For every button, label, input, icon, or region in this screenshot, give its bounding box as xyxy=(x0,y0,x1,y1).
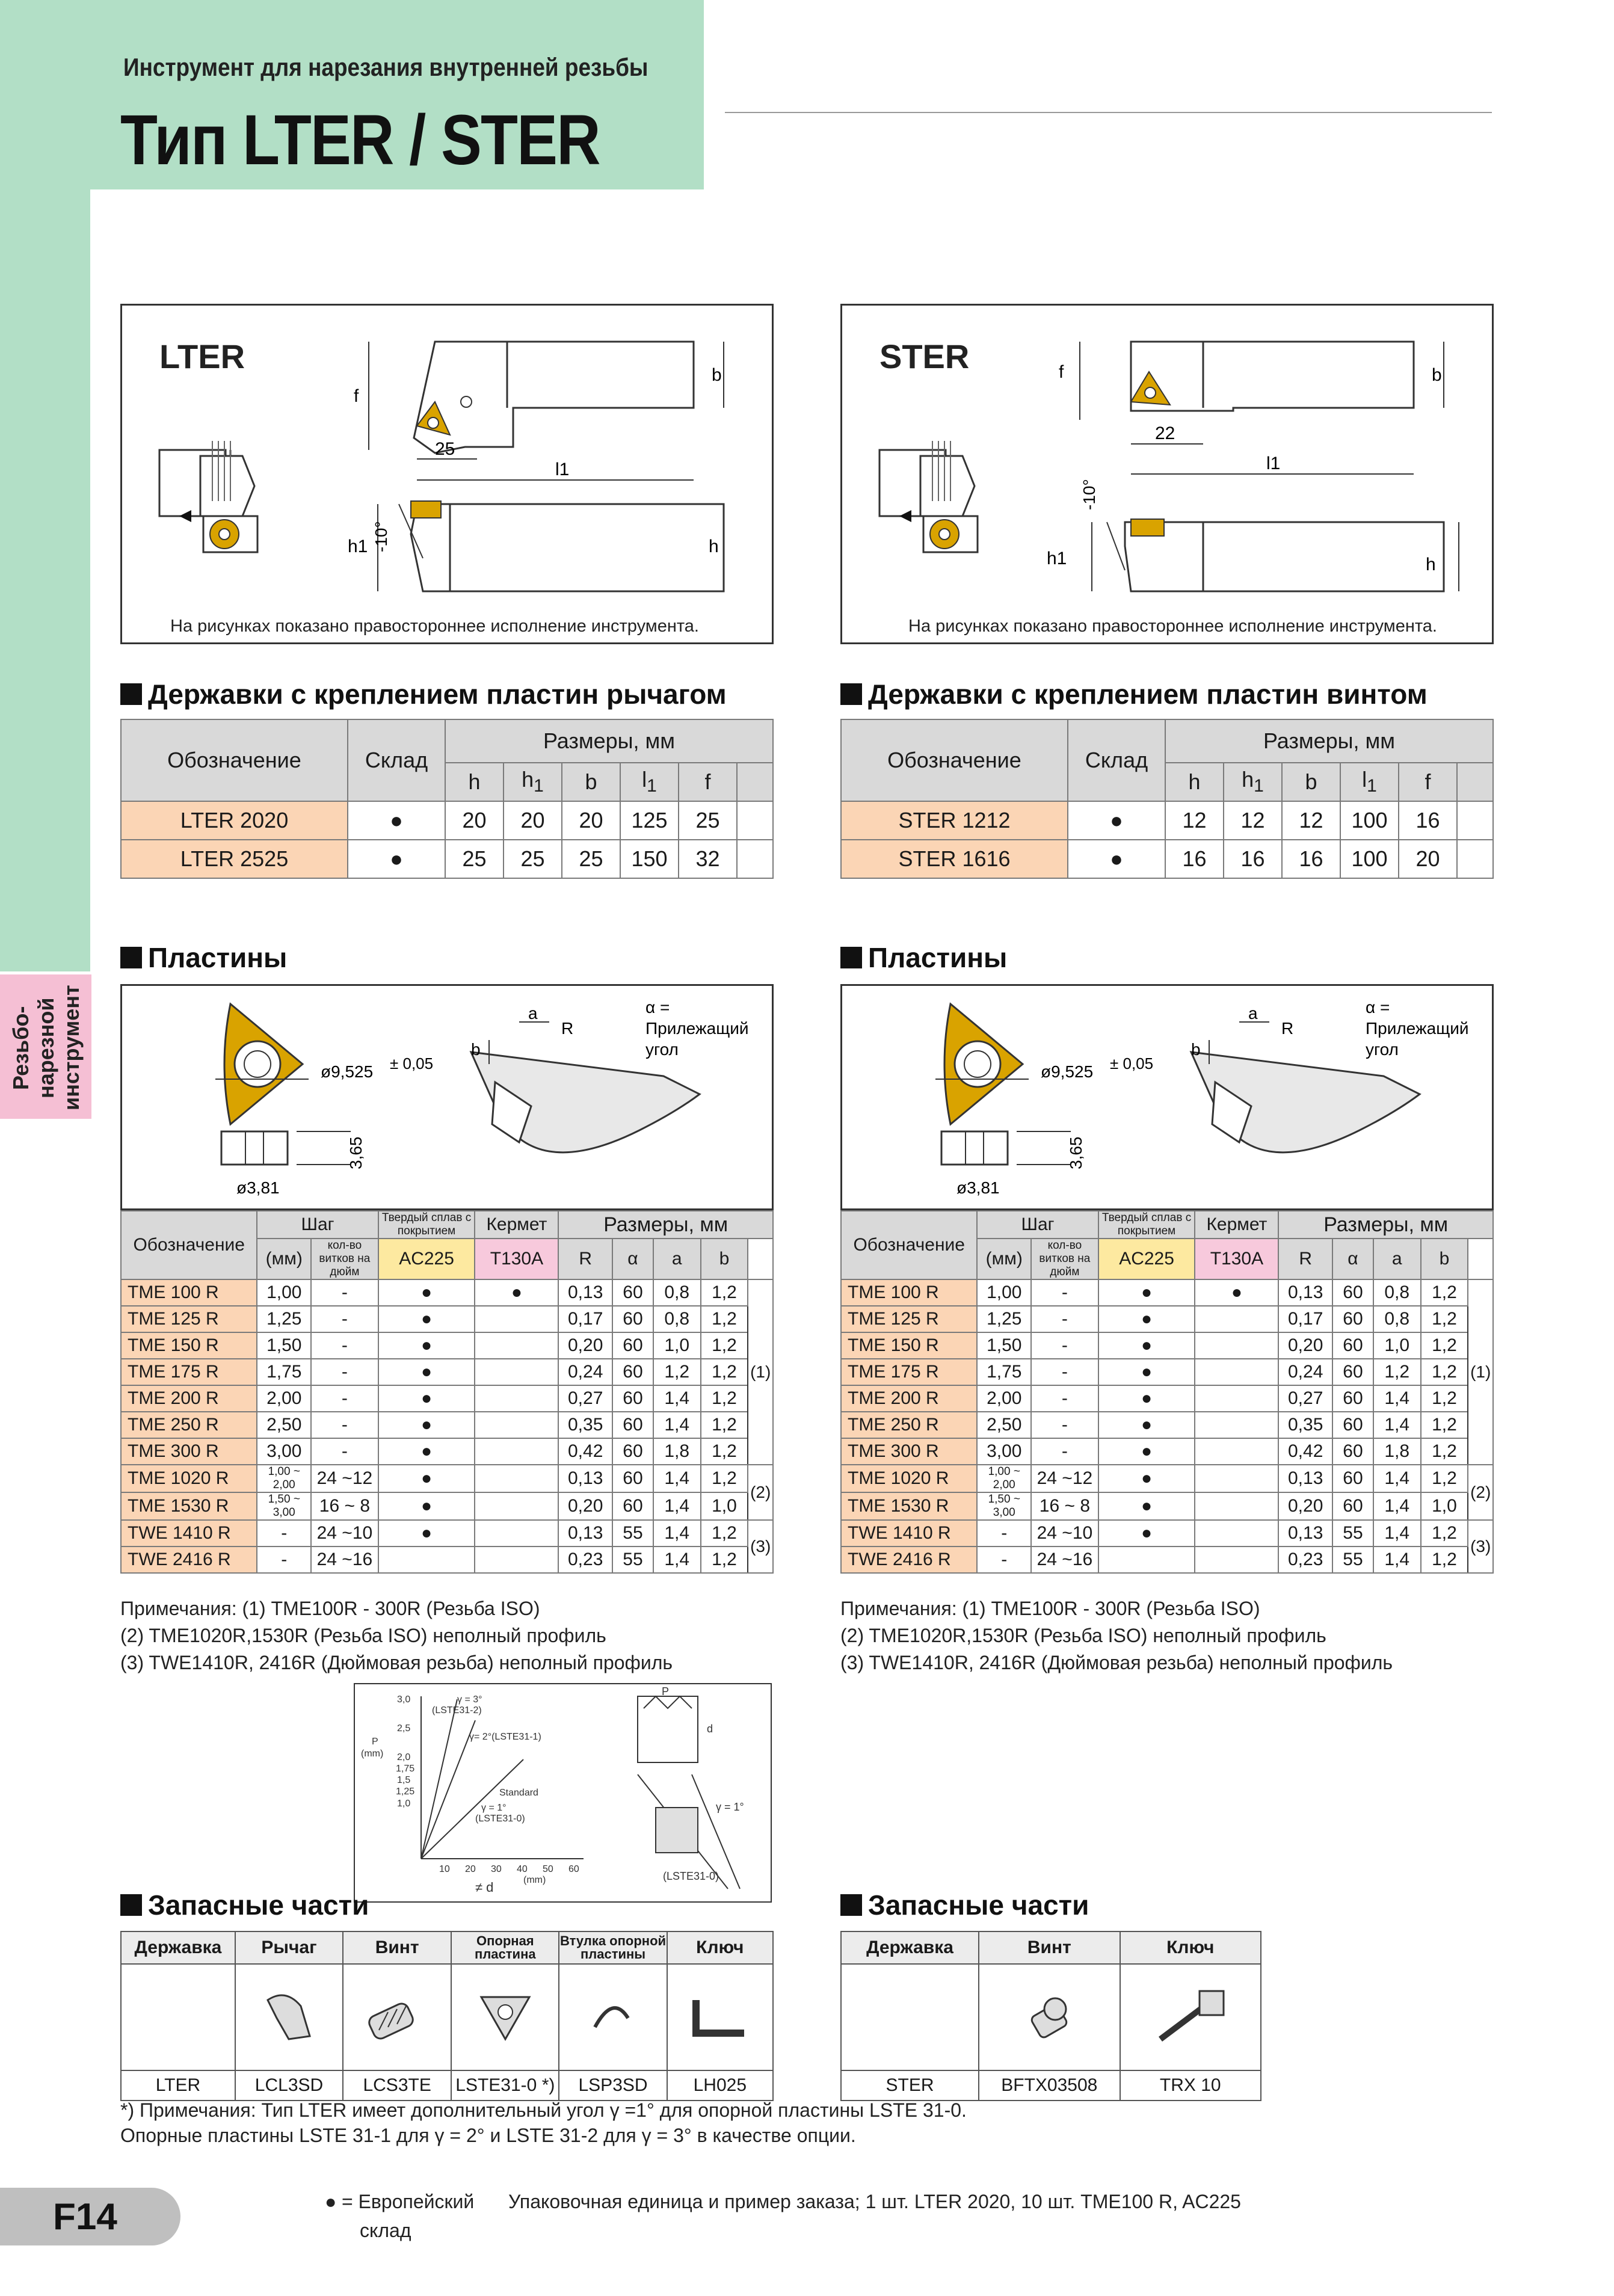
lter-dim-b: b xyxy=(712,365,722,385)
grade-ac225: AC225 xyxy=(1098,1239,1195,1279)
grade-t130a: T130A xyxy=(1195,1239,1278,1279)
col-header-f: f xyxy=(679,763,737,801)
svg-text:3,0: 3,0 xyxy=(397,1694,411,1705)
table-row: TWE 1410 R - 24 ~10 ● 0,13 55 1,4 1,2 (3) xyxy=(841,1520,1493,1547)
page-title: Тип LTER / STER xyxy=(120,100,600,180)
grade-t130a: T130A xyxy=(475,1239,558,1279)
svg-text:ø9,525: ø9,525 xyxy=(1041,1062,1094,1081)
lter-holders-title: Державки с креплением пластин рычагом xyxy=(120,678,727,710)
ster-dim-angle: -10° xyxy=(1080,479,1098,510)
legend-text-1: = Европейский xyxy=(342,2191,475,2212)
table-row: LTER 2020 ● 20 20 20 125 25 xyxy=(121,801,773,840)
svg-text:1,0: 1,0 xyxy=(397,1799,411,1809)
svg-text:γ = 1°: γ = 1° xyxy=(716,1801,744,1813)
svg-text:a: a xyxy=(528,1004,538,1023)
col-header-mm: (мм) xyxy=(977,1239,1031,1279)
lter-drawing-caption: На рисунках показано правостороннее исполнение инструмента. xyxy=(170,617,699,636)
svg-text:α =: α = xyxy=(1366,998,1390,1017)
table-row: STER 1616 ● 16 16 16 100 20 xyxy=(841,840,1493,878)
svg-text:3,65: 3,65 xyxy=(347,1136,365,1169)
table-row: TME 150 R 1,50 - ● 0,20 60 1,0 1,2 xyxy=(121,1332,773,1359)
group-mark-1: (1) xyxy=(1468,1279,1493,1465)
svg-text:a: a xyxy=(1248,1004,1258,1023)
col-header-tpi: кол-во витков на дюйм xyxy=(1031,1239,1098,1279)
svg-text:60: 60 xyxy=(568,1864,579,1874)
svg-text:ø9,525: ø9,525 xyxy=(321,1062,374,1081)
col-header-pitch: Шаг xyxy=(257,1211,378,1239)
svg-text:Прилежащий: Прилежащий xyxy=(1366,1019,1469,1038)
ster-drawing-name: STER xyxy=(879,337,970,375)
col-header-dims: Размеры, мм xyxy=(1278,1211,1493,1239)
ster-drawing-box xyxy=(840,304,1494,644)
col-header-cermet: Кермет xyxy=(475,1211,558,1239)
svg-text:1,25: 1,25 xyxy=(396,1787,415,1797)
lter-dim-h1: h1 xyxy=(348,537,368,556)
table-row: TME 300 R 3,00 - ● 0,42 60 1,8 1,2 xyxy=(121,1438,773,1465)
lever-icon xyxy=(235,1964,343,2070)
grade-ac225: AC225 xyxy=(378,1239,475,1279)
header-rule xyxy=(725,112,1492,113)
svg-text:(mm): (mm) xyxy=(361,1749,384,1759)
svg-text:ø3,81: ø3,81 xyxy=(236,1178,280,1197)
svg-text:ø3,81: ø3,81 xyxy=(956,1178,1000,1197)
ster-dim-b: b xyxy=(1432,365,1442,385)
legend-text-2: склад xyxy=(360,2220,411,2241)
hex-key-icon xyxy=(667,1964,773,2070)
right-inserts-title: Пластины xyxy=(840,941,1007,974)
lter-dim-l1: l1 xyxy=(555,460,570,479)
table-row: TME 175 R 1,75 - ● 0,24 60 1,2 1,2 xyxy=(841,1359,1493,1385)
left-spares-title: Запасные части xyxy=(120,1889,369,1921)
torx-screw-icon xyxy=(979,1964,1120,2070)
right-insert-drawing xyxy=(842,986,1492,1208)
col-header-cermet: Кермет xyxy=(1195,1211,1278,1239)
lter-holders-table xyxy=(120,719,774,879)
group-mark-3: (3) xyxy=(1468,1520,1493,1573)
svg-text:угол: угол xyxy=(1366,1040,1399,1059)
svg-text:2,5: 2,5 xyxy=(397,1723,411,1734)
legend-mark: ● xyxy=(325,2191,337,2212)
svg-text:30: 30 xyxy=(491,1864,502,1874)
col-header-carbide: Твердый сплав с покрытием xyxy=(1098,1211,1195,1239)
col-header-b: b xyxy=(562,763,620,801)
lter-dim-angle: -10° xyxy=(372,521,390,552)
table-row: TME 1020 R 1,00 ~ 2,00 24 ~12 ● 0,13 60 1,4 1,2 (2) xyxy=(121,1465,773,1492)
table-row: TME 175 R 1,75 - ● 0,24 60 1,2 1,2 xyxy=(121,1359,773,1385)
svg-text:b: b xyxy=(1191,1040,1201,1059)
col-header-carbide: Твердый сплав с покрытием xyxy=(378,1211,475,1239)
side-band xyxy=(0,189,90,971)
col-header-l1: $l_1$ xyxy=(620,763,679,801)
svg-text:P: P xyxy=(372,1737,378,1747)
svg-text:P: P xyxy=(662,1685,670,1697)
left-inserts-title: Пластины xyxy=(120,941,287,974)
svg-text:R: R xyxy=(561,1019,574,1038)
left-insert-drawing-box xyxy=(120,984,774,1210)
svg-text:(LSTE31-2): (LSTE31-2) xyxy=(432,1705,482,1716)
table-row: TME 250 R 2,50 - ● 0,35 60 1,4 1,2 xyxy=(121,1412,773,1438)
spares-note: *) Примечания: Тип LTER имеет дополнительный угол γ =1° для опорной пластины LSTE 31-0. Опорные пластины LSTE 31-1 для γ = 2° и LSTE 31-2 для γ = 3° в качестве опции. xyxy=(120,2099,967,2146)
svg-text:γ = 3°: γ = 3° xyxy=(457,1694,482,1705)
col-header-tpi: кол-во витков на дюйм xyxy=(311,1239,378,1279)
lter-dim-f: f xyxy=(354,386,359,406)
gamma-diagram xyxy=(354,1683,772,1903)
left-insert-drawing xyxy=(122,986,772,1208)
ster-dim-h: h xyxy=(1426,555,1436,574)
shim-icon xyxy=(451,1964,559,2070)
ster-dim-l1: l1 xyxy=(1266,454,1281,473)
table-row: TME 200 R 2,00 - ● 0,27 60 1,4 1,2 xyxy=(121,1385,773,1412)
right-inserts-table: Обозначение Шаг Твердый сплав с покрытием Кермет Размеры, мм (мм) кол-во витков на дюйм AC225 T130A R α a b TME 100 R 1,00 - ● ● 0,13 60 0,8 1,2 (1) TME 125 R 1,25 - ● 0,17 60 0,8 1,2 TME 150 R 1,50 - ● 0,20 60 1,0 1,2 TME 175 R 1,75 - ● 0,24 60 1,2 1,2 TME 200 R 2,00 - ● 0,27 60 1,4 1,2 TME 250 R 2,50 - ● 0,35 60 1,4 1,2 TME 300 R 3,00 - ● 0,42 60 1,8 1,2 TME 1020 R 1,00 ~ 2,00 24 ~12 ● 0,13 60 1,4 1,2 (2) TME 1530 R 1,50 ~ 3,00 16 ~ 8 ● 0,20 60 1,4 1,0 TWE 1410 R - 24 ~10 ● 0,13 55 1,4 1,2 (3) TWE 2416 R - 24 ~16 0,23 55 1,4 1,2 xyxy=(840,1210,1494,1574)
right-spares-table: Державка Винт Ключ STER BFTX03508 TRX 10 xyxy=(840,1931,1261,2101)
table-row: TME 1530 R 1,50 ~ 3,00 16 ~ 8 ● 0,20 60 1,4 1,0 xyxy=(121,1492,773,1520)
svg-text:1,5: 1,5 xyxy=(397,1775,411,1785)
svg-text:2,0: 2,0 xyxy=(397,1752,411,1762)
svg-text:1,75: 1,75 xyxy=(396,1764,415,1774)
ster-holders-title: Державки с креплением пластин винтом xyxy=(840,678,1428,710)
svg-text:b: b xyxy=(471,1040,481,1059)
col-header-h1: $h_1$ xyxy=(504,763,562,801)
table-row: TME 250 R 2,50 - ● 0,35 60 1,4 1,2 xyxy=(841,1412,1493,1438)
svg-text:3,65: 3,65 xyxy=(1067,1136,1085,1169)
svg-text:(LSTE31-0): (LSTE31-0) xyxy=(663,1870,719,1882)
svg-text:± 0,05: ± 0,05 xyxy=(1110,1054,1154,1073)
col-header-mm: (мм) xyxy=(257,1239,311,1279)
svg-text:± 0,05: ± 0,05 xyxy=(390,1054,434,1073)
ster-holder-drawing xyxy=(842,306,1492,618)
left-insert-notes: Примечания: (1) TME100R - 300R (Резьба ISO) (2) TME1020R,1530R (Резьба ISO) неполный профиль (3) TWE1410R, 2416R (Дюймовая резьба) неполный профиль xyxy=(120,1598,673,1673)
left-spares-table: Державка Рычаг Винт Опорная пластина Втулка опорной пластины Ключ LTER LCL3SD LCS3TE LSTE31-0 *) LSP3SD LH025 xyxy=(120,1931,774,2101)
table-row: TME 200 R 2,00 - ● 0,27 60 1,4 1,2 xyxy=(841,1385,1493,1412)
ster-drawing-caption: На рисунках показано правостороннее исполнение инструмента. xyxy=(908,617,1437,636)
side-tab-label: Резьбо- нарезной инструмент xyxy=(8,985,84,1111)
svg-text:d: d xyxy=(707,1723,713,1735)
order-info: Упаковочная единица и пример заказа; 1 шт. LTER 2020, 10 шт. TME100 R, AC225 xyxy=(508,2191,1241,2212)
svg-text:40: 40 xyxy=(517,1864,528,1874)
lter-dim-h: h xyxy=(709,537,719,556)
svg-text:α =: α = xyxy=(645,998,670,1017)
svg-text:(mm): (mm) xyxy=(523,1875,546,1885)
ster-dim-f: f xyxy=(1059,362,1064,382)
right-spares-title: Запасные части xyxy=(840,1889,1089,1921)
col-header-dims: Размеры, мм xyxy=(558,1211,773,1239)
shim-sleeve-icon xyxy=(559,1964,667,2070)
page-number: F14 xyxy=(53,2196,117,2238)
group-mark-2: (2) xyxy=(1468,1465,1493,1520)
lter-drawing-name: LTER xyxy=(159,337,245,375)
gamma-diagram-svg xyxy=(355,1684,770,1901)
svg-text:10: 10 xyxy=(439,1864,450,1874)
ster-dim-h1: h1 xyxy=(1047,549,1067,568)
table-row: TME 300 R 3,00 - ● 0,42 60 1,8 1,2 xyxy=(841,1438,1493,1465)
svg-text:Standard: Standard xyxy=(499,1788,538,1798)
svg-text:(LSTE31-0): (LSTE31-0) xyxy=(475,1814,525,1824)
page-subtitle: Инструмент для нарезания внутренней резьбы xyxy=(123,53,648,81)
group-mark-2: (2) xyxy=(748,1465,773,1520)
svg-text:20: 20 xyxy=(465,1864,476,1874)
ster-holders-table: Обозначение Склад Размеры, мм h $h_1$ b $l_1$ f STER 1212 ● 12 12 12 100 16 STER 1616 ● 16 16 16 100 20 xyxy=(840,719,1494,879)
torx-key-icon xyxy=(1120,1964,1261,2070)
col-header-stock: Склад xyxy=(348,719,445,801)
table-row: STER 1212 ● 12 12 12 100 16 xyxy=(841,801,1493,840)
right-insert-notes: Примечания: (1) TME100R - 300R (Резьба ISO) (2) TME1020R,1530R (Резьба ISO) неполный профиль (3) TWE1410R, 2416R (Дюймовая резьба) неполный профиль xyxy=(840,1598,1393,1673)
table-row: LTER 2525 ● 25 25 25 150 32 xyxy=(121,840,773,878)
screw-icon xyxy=(343,1964,451,2070)
group-mark-1: (1) xyxy=(748,1279,773,1465)
table-row: TME 100 R 1,00 - ● ● 0,13 60 0,8 1,2 (1) xyxy=(841,1279,1493,1306)
lter-dim-25: 25 xyxy=(435,439,455,459)
group-mark-3: (3) xyxy=(748,1520,773,1573)
left-inserts-table: Обозначение Шаг Твердый сплав с покрытием Кермет Размеры, мм (мм) кол-во витков на дюйм AC225 T130A R α a b TME 100 R 1,00 - ● ● 0,13 60 0,8 1,2 (1) TME 125 R 1,25 - ● 0,17 60 0,8 1,2 TME 150 R 1,50 - ● 0,20 60 1,0 1,2 TME 175 R 1,75 - ● 0,24 60 1,2 1,2 TME 200 R 2,00 - ● 0,27 60 1,4 1,2 TME 250 R 2,50 - ● 0,35 60 1,4 1,2 TME 300 R 3,00 - ● 0,42 60 1,8 1,2 TME 1020 R 1,00 ~ 2,00 24 ~12 ● 0,13 60 1,4 1,2 (2) TME 1530 R 1,50 ~ 3,00 16 ~ 8 ● 0,20 60 1,4 1,0 TWE 1410 R - 24 ~10 ● 0,13 55 1,4 1,2 (3) TWE 2416 R - 24 ~16 0,23 55 1,4 1,2 xyxy=(120,1210,774,1574)
ster-dim-22: 22 xyxy=(1155,423,1175,443)
table-row: TME 150 R 1,50 - ● 0,20 60 1,0 1,2 xyxy=(841,1332,1493,1359)
svg-text:50: 50 xyxy=(543,1864,553,1874)
lter-drawing-box xyxy=(120,304,774,644)
svg-text:γ = 1°: γ = 1° xyxy=(481,1803,507,1813)
table-row: TME 100 R 1,00 - ● ● 0,13 60 0,8 1,2 (1) xyxy=(121,1279,773,1306)
lter-holder-drawing xyxy=(122,306,772,618)
right-insert-drawing-box xyxy=(840,984,1494,1210)
table-row: TME 1020 R 1,00 ~ 2,00 24 ~12 ● 0,13 60 1,4 1,2 (2) xyxy=(841,1465,1493,1492)
col-header-h: h xyxy=(445,763,504,801)
svg-text:≠ d: ≠ d xyxy=(475,1880,494,1895)
svg-text:Прилежащий: Прилежащий xyxy=(645,1019,749,1038)
table-row: TME 125 R 1,25 - ● 0,17 60 0,8 1,2 xyxy=(841,1306,1493,1332)
col-header-dims: Размеры, мм xyxy=(445,719,773,763)
col-header-pitch: Шаг xyxy=(977,1211,1098,1239)
table-row: TME 125 R 1,25 - ● 0,17 60 0,8 1,2 xyxy=(121,1306,773,1332)
col-header-code: Обозначение xyxy=(121,719,348,801)
svg-text:R: R xyxy=(1281,1019,1294,1038)
svg-text:γ= 2°(LSTE31-1): γ= 2°(LSTE31-1) xyxy=(469,1732,541,1742)
col-header-code: Обозначение xyxy=(121,1211,257,1279)
table-row: TWE 2416 R - 24 ~16 0,23 55 1,4 1,2 xyxy=(841,1547,1493,1573)
table-row: TWE 1410 R - 24 ~10 ● 0,13 55 1,4 1,2 (3) xyxy=(121,1520,773,1547)
table-row: TWE 2416 R - 24 ~16 0,23 55 1,4 1,2 xyxy=(121,1547,773,1573)
table-row: TME 1530 R 1,50 ~ 3,00 16 ~ 8 ● 0,20 60 1,4 1,0 xyxy=(841,1492,1493,1520)
svg-text:угол: угол xyxy=(645,1040,679,1059)
col-header-code: Обозначение xyxy=(841,1211,977,1279)
